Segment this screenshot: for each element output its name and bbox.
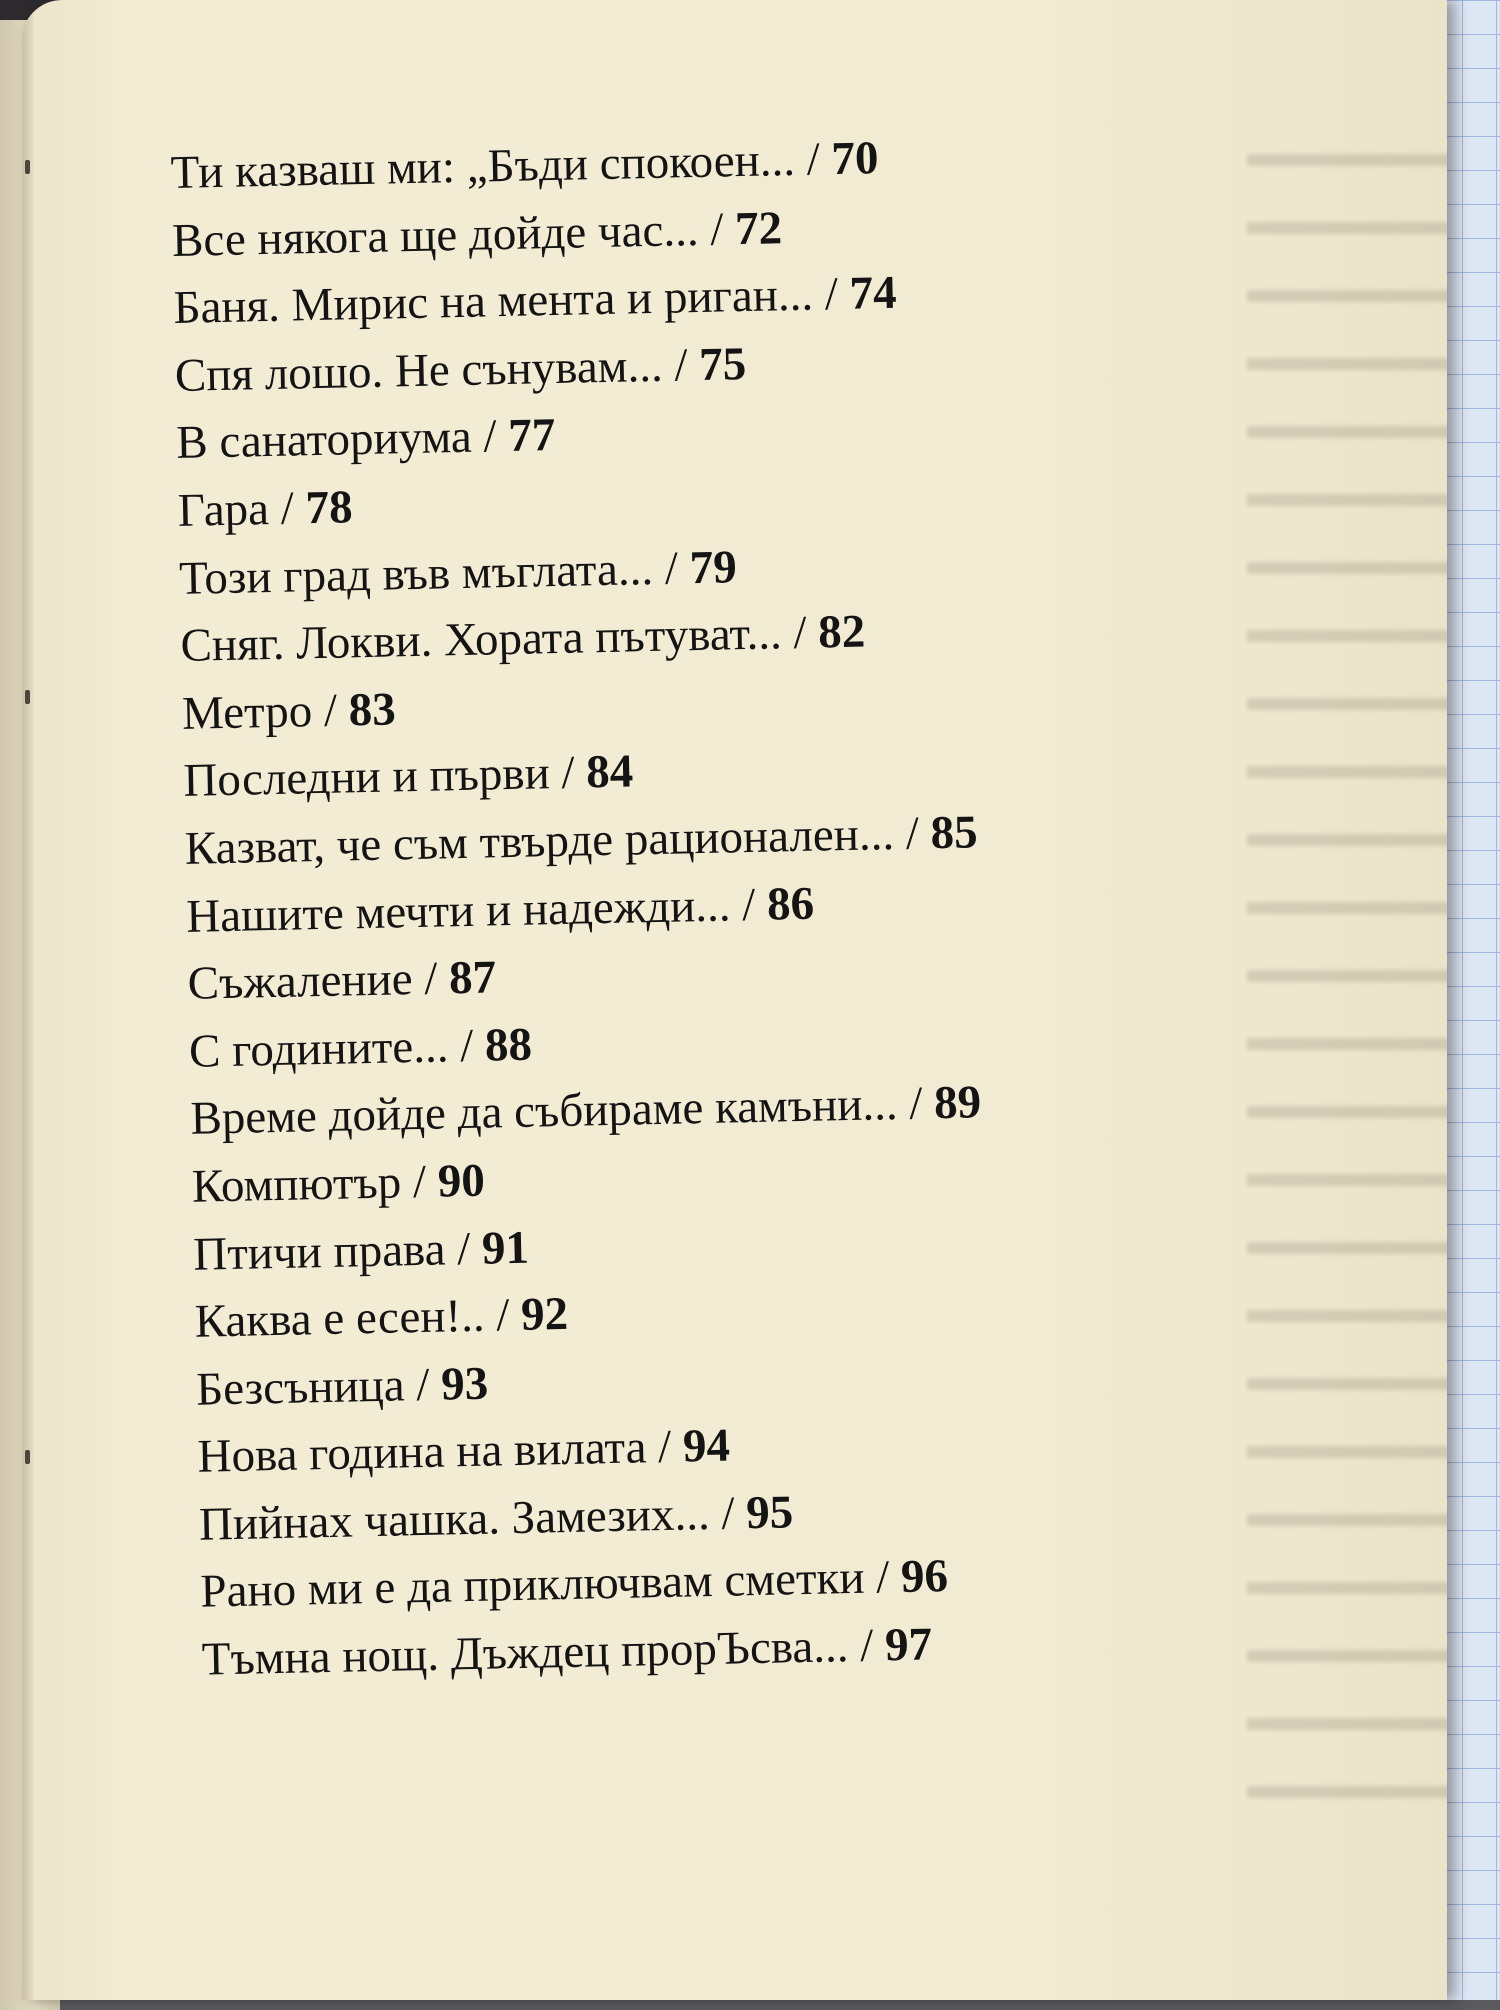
toc-separator: / — [560, 747, 576, 800]
toc-separator: / — [720, 1487, 735, 1540]
toc-page-number: 82 — [817, 605, 866, 659]
toc-page-number: 92 — [520, 1288, 569, 1341]
toc-entry-title: Казват, че съм твърде рационален... — [184, 807, 895, 875]
toc-page-number: 97 — [884, 1618, 933, 1672]
stitch-mark — [25, 1450, 30, 1464]
toc-page-number: 86 — [766, 877, 815, 931]
toc-entry-title: Пийнах чашка. Замезих... — [198, 1487, 711, 1551]
toc-separator: / — [905, 807, 920, 860]
toc-page-number: 94 — [682, 1419, 731, 1473]
toc-separator: / — [875, 1551, 890, 1604]
toc-separator: / — [495, 1289, 510, 1342]
stitch-mark — [25, 690, 30, 704]
toc-entry-title: Този град във мъглата... — [178, 542, 654, 605]
toc-entry-title: Компютър — [191, 1156, 402, 1213]
toc-separator: / — [908, 1077, 923, 1131]
toc-entry-title: Метро — [181, 684, 313, 740]
toc-page-number: 70 — [830, 132, 879, 186]
toc-separator: / — [412, 1155, 427, 1209]
toc-page-number: 74 — [849, 267, 898, 320]
toc-entry-title: Гара — [177, 482, 270, 537]
toc-entry-title: Ти казваш ми: „Бъди спокоен... — [170, 133, 796, 199]
toc-page-number: 95 — [745, 1486, 794, 1540]
table-of-contents — [170, 117, 1302, 1694]
toc-separator: / — [859, 1619, 874, 1672]
toc-page-number: 79 — [689, 540, 738, 594]
toc-separator: / — [673, 338, 688, 392]
toc-separator: / — [806, 133, 821, 186]
toc-separator: / — [824, 268, 839, 321]
book-page — [22, 0, 1447, 2000]
toc-entry-title: Сняг. Локви. Хората пътуват... — [180, 607, 783, 673]
toc-separator: / — [456, 1222, 471, 1275]
toc-page-number: 84 — [585, 745, 634, 799]
toc-entry-title: Съжаление — [187, 953, 414, 1010]
toc-separator: / — [423, 952, 438, 1005]
toc-page-number: 77 — [507, 409, 556, 463]
toc-page-number: 72 — [734, 201, 783, 255]
toc-entry-title: Нова година на вилата — [197, 1421, 647, 1483]
toc-separator: / — [482, 410, 498, 463]
toc-separator: / — [664, 542, 679, 595]
toc-entry-title: Безсъница — [195, 1359, 406, 1416]
stitch-mark — [25, 160, 30, 174]
toc-page-number: 85 — [930, 806, 979, 860]
toc-entry-title: С годините... — [188, 1020, 449, 1078]
page-spine — [22, 0, 34, 2000]
toc-separator: / — [741, 878, 756, 931]
toc-page-number: 89 — [933, 1076, 982, 1130]
toc-page-number: 83 — [348, 683, 397, 737]
toc-page-number: 88 — [484, 1018, 533, 1072]
toc-entry-title: Рано ми е да приключвам сметки — [199, 1552, 865, 1619]
toc-page-number: 91 — [481, 1221, 530, 1275]
toc-separator: / — [657, 1421, 672, 1474]
toc-page-number: 87 — [448, 951, 497, 1005]
toc-page-number: 78 — [304, 481, 354, 535]
toc-separator: / — [792, 606, 808, 660]
toc-entry-title: В санаториума — [175, 411, 473, 470]
toc-entry-title: Нашите мечти и надежди... — [185, 878, 731, 943]
toc-page-number: 90 — [437, 1154, 486, 1208]
toc-entry-title: Последни и първи — [182, 747, 551, 808]
toc-page-number: 96 — [900, 1550, 949, 1604]
toc-entry-title: Все някога ще дойде час... — [171, 203, 700, 267]
toc-entry-title: Каква е есен!.. — [194, 1289, 486, 1348]
toc-separator: / — [709, 203, 724, 256]
toc-separator: / — [280, 482, 295, 535]
toc-separator: / — [323, 684, 338, 737]
toc-entry-title: Птичи права — [192, 1222, 446, 1281]
toc-entry-title: Спя лошо. Не сънувам... — [174, 339, 664, 402]
toc-page-number: 93 — [440, 1357, 489, 1411]
toc-entry-title: Баня. Мирис на мента и риган... — [172, 268, 814, 335]
toc-separator: / — [459, 1019, 474, 1072]
toc-entry-title: Тъмна нощ. Дъждец прорЪсва... — [201, 1620, 850, 1686]
toc-page-number: 75 — [698, 337, 747, 391]
toc-separator: / — [415, 1358, 430, 1411]
toc-entry-title: Време дойде да събираме камъни... — [189, 1078, 899, 1146]
